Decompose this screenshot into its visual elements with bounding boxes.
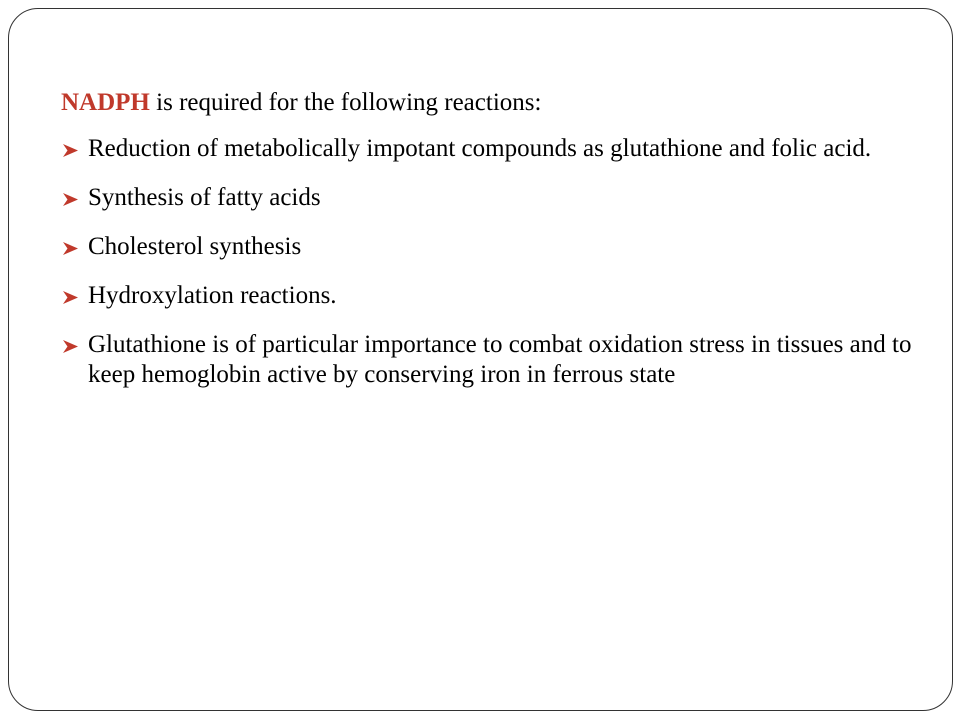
list-item bbox=[61, 281, 941, 311]
slide-frame bbox=[8, 8, 953, 711]
arrow-bullet-icon bbox=[63, 144, 78, 157]
arrow-bullet-icon bbox=[63, 242, 78, 255]
list-item bbox=[61, 183, 941, 213]
list-item bbox=[61, 232, 941, 262]
intro-text: is required for the following reactions: bbox=[149, 89, 542, 116]
arrow-bullet-icon bbox=[63, 340, 78, 353]
list-item-text: Cholesterol synthesis bbox=[88, 233, 302, 260]
list-item-text: Glutathione is of particular importance to combat oxidation stress in tissues and to keep hemoglobin active by conserving iron in ferrous state bbox=[88, 331, 912, 388]
intro-line bbox=[61, 87, 941, 119]
list-item bbox=[61, 134, 941, 164]
list-item-text: Reduction of metabolically impotant compounds as glutathione and folic acid. bbox=[88, 135, 872, 162]
arrow-bullet-icon bbox=[63, 193, 78, 206]
list-item-text: Hydroxylation reactions. bbox=[88, 282, 337, 309]
arrow-bullet-icon bbox=[63, 291, 78, 304]
nadph-highlight: NADPH bbox=[61, 89, 150, 116]
list-item-text: Synthesis of fatty acids bbox=[88, 184, 321, 211]
slide-content bbox=[61, 87, 941, 390]
reaction-list bbox=[61, 134, 941, 390]
list-item bbox=[61, 330, 941, 390]
